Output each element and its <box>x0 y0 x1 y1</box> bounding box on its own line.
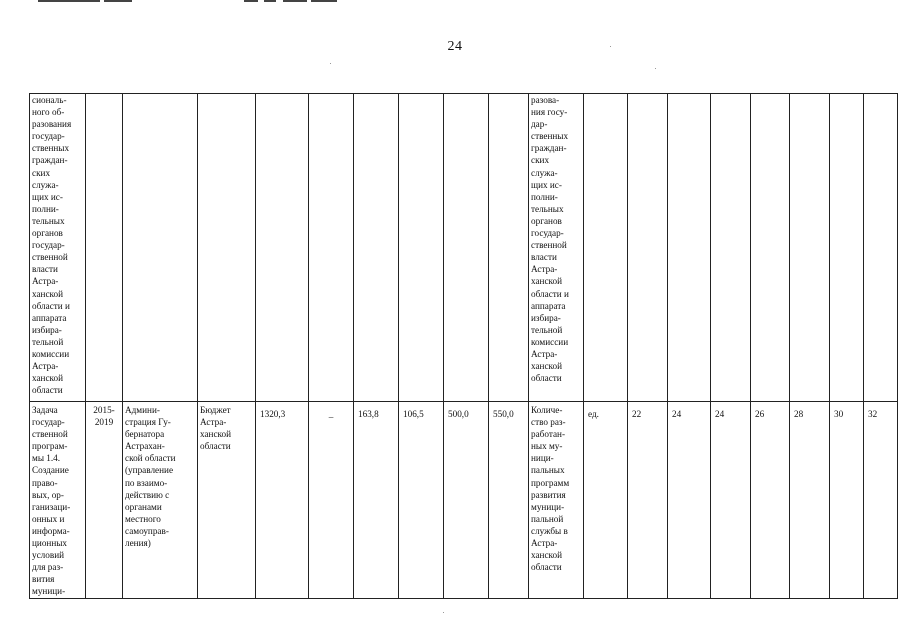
empty-cell <box>790 94 830 402</box>
total-amount-cell: 1320,3 <box>256 402 309 599</box>
empty-cell <box>256 94 309 402</box>
indicator-value-cell: 22 <box>628 402 668 599</box>
empty-cell <box>399 94 444 402</box>
task-name-continued: сиональ- ного об- разования государ- ственных граждан- ских служа- щих ис- полни- тельных органов государ- ственной власти Астра- ханской области и аппарата избира- тельной комиссии Астра- ханской области <box>30 94 86 402</box>
scan-speck <box>443 612 444 613</box>
indicator-value-cell: 28 <box>790 402 830 599</box>
executor-cell: Админи- страция Гу- бернатора Астрахан- ской области (управление по взаимо- действию с органами местного самоуправ- ления) <box>123 402 198 599</box>
empty-cell <box>864 94 898 402</box>
empty-cell <box>123 94 198 402</box>
top-edge-marks <box>0 0 905 6</box>
period-cell: 2015- 2019 <box>86 402 123 599</box>
table-row <box>30 94 898 402</box>
amount-2019-cell: 550,0 <box>489 402 529 599</box>
task-name: Задача государ- ственной програм- мы 1.4. Создание право- вых, ор- ганизаци- онных и информа- ционных условий для раз- вития муници- <box>30 402 86 599</box>
empty-cell <box>86 94 123 402</box>
unit-cell: ед. <box>584 402 628 599</box>
amount-2016-cell: 163,8 <box>354 402 399 599</box>
empty-cell <box>628 94 668 402</box>
indicator-value-cell: 30 <box>830 402 864 599</box>
amount-2017-cell: 106,5 <box>399 402 444 599</box>
amount-2015-cell: _ <box>309 402 354 599</box>
empty-cell <box>198 94 256 402</box>
funding-source-cell: Бюджет Астра- ханской области <box>198 402 256 599</box>
empty-cell <box>354 94 399 402</box>
empty-cell <box>711 94 751 402</box>
indicator-value-cell: 26 <box>751 402 790 599</box>
indicator-value-cell: 32 <box>864 402 898 599</box>
empty-cell <box>751 94 790 402</box>
amount-2018-cell: 500,0 <box>444 402 489 599</box>
indicator-continued: разова- ния госу- дар- ственных граждан- ских служа- щих ис- полни- тельных органов государ- ственной власти Астра- ханской области и аппарата избира- тельной комиссии Астра- ханской области <box>529 94 584 402</box>
scan-speck <box>330 63 331 64</box>
indicator-value-cell: 24 <box>668 402 711 599</box>
empty-cell <box>584 94 628 402</box>
empty-cell <box>444 94 489 402</box>
empty-cell <box>309 94 354 402</box>
empty-cell <box>668 94 711 402</box>
empty-cell <box>489 94 529 402</box>
table-row <box>30 402 898 599</box>
empty-cell <box>830 94 864 402</box>
scan-speck <box>610 46 611 47</box>
program-table <box>29 93 898 599</box>
indicator-value-cell: 24 <box>711 402 751 599</box>
indicator-cell: Количе- ство раз- работан- ных му- ници- пальных программ развития муници- пальной службы в Астра- ханской области <box>529 402 584 599</box>
page-number: 24 <box>447 39 463 54</box>
scan-speck <box>655 68 656 69</box>
